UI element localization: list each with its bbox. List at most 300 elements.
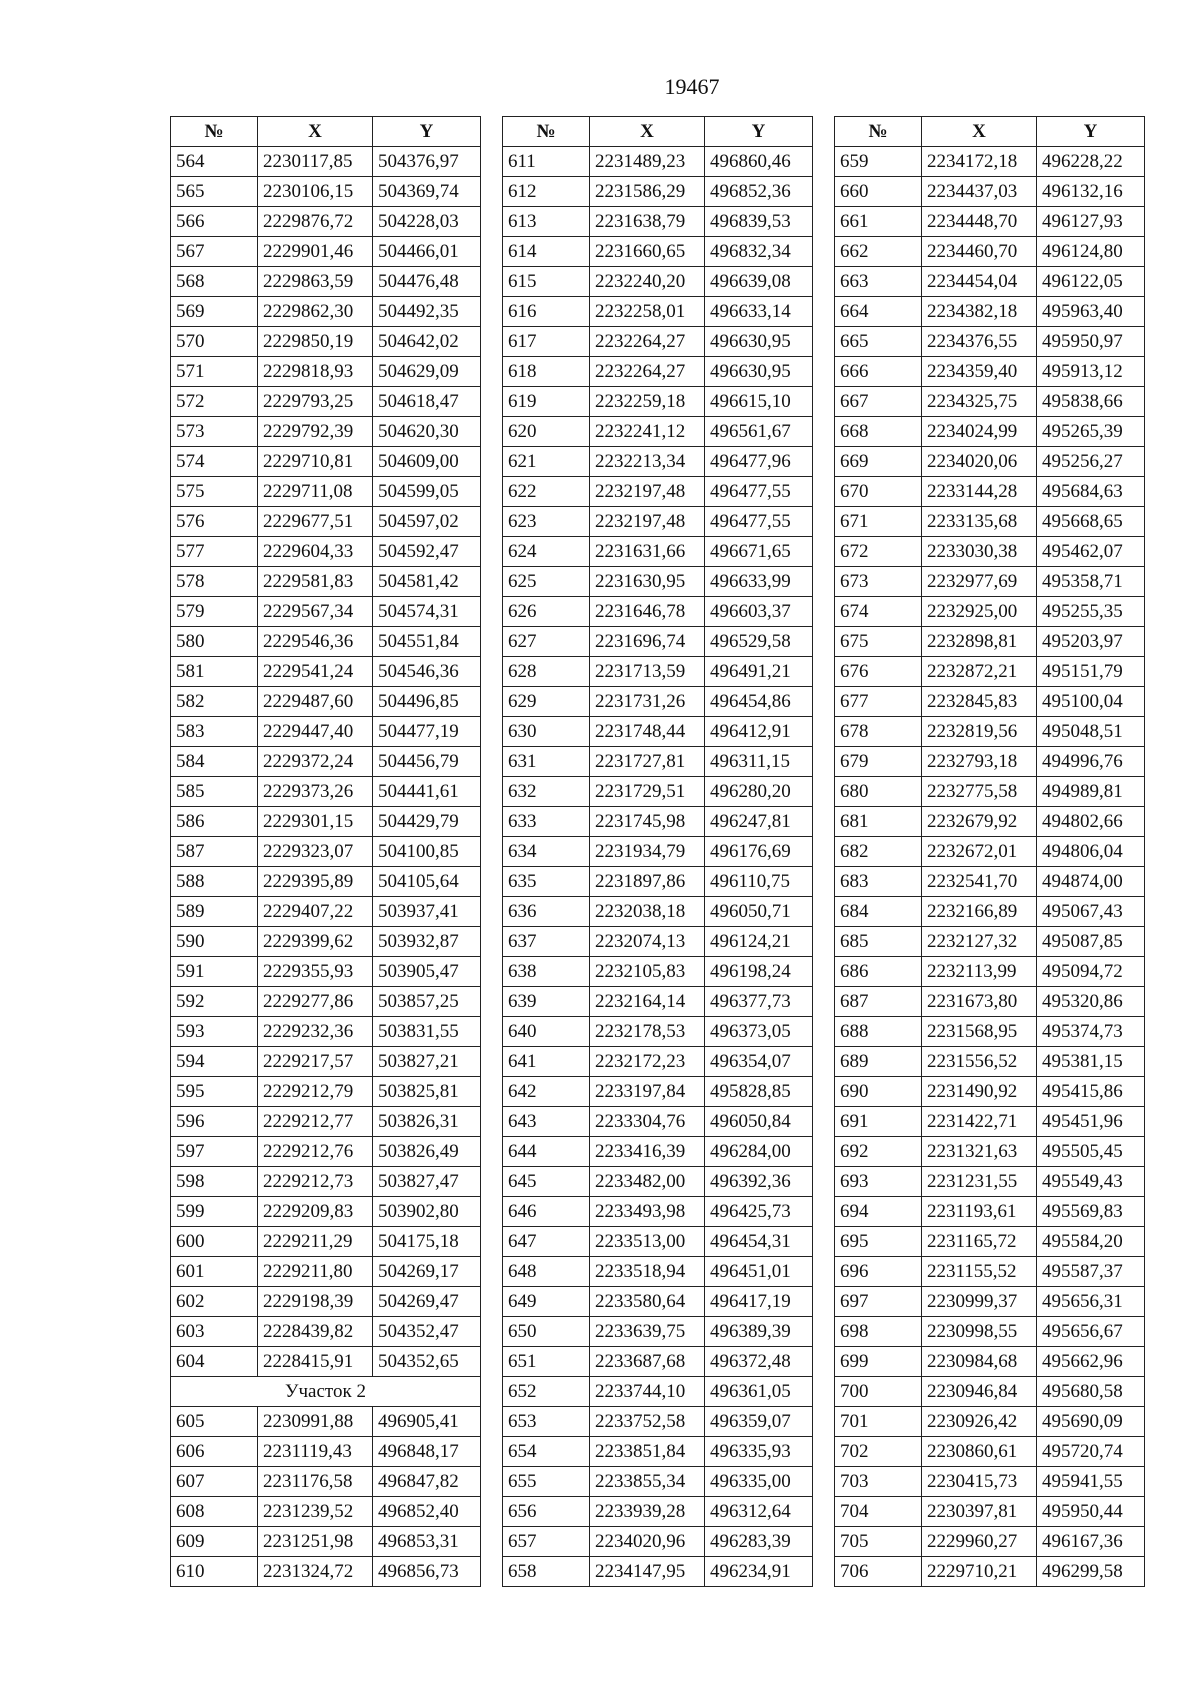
table-row [503, 387, 813, 417]
y-coordinate-cell: 496234,91 [705, 1557, 813, 1587]
point-number-cell: 664 [835, 297, 922, 327]
x-coordinate-cell: 2231748,44 [590, 717, 705, 747]
x-coordinate-cell: 2229581,83 [258, 567, 373, 597]
table-row [503, 627, 813, 657]
y-coordinate-cell: 495720,74 [1037, 1437, 1145, 1467]
table-row [503, 747, 813, 777]
y-coordinate-cell: 496372,48 [705, 1347, 813, 1377]
point-number-cell: 614 [503, 237, 590, 267]
point-number-cell: 565 [171, 177, 258, 207]
table-row [503, 837, 813, 867]
x-coordinate-cell: 2232977,69 [922, 567, 1037, 597]
x-coordinate-cell: 2233144,28 [922, 477, 1037, 507]
y-coordinate-cell: 504175,18 [373, 1227, 481, 1257]
x-coordinate-cell: 2230999,37 [922, 1287, 1037, 1317]
point-number-cell: 668 [835, 417, 922, 447]
x-coordinate-cell: 2230998,55 [922, 1317, 1037, 1347]
table-row [171, 1167, 481, 1197]
x-coordinate-cell: 2234437,03 [922, 177, 1037, 207]
x-coordinate-cell: 2232872,21 [922, 657, 1037, 687]
x-coordinate-cell: 2230946,84 [922, 1377, 1037, 1407]
table-row [835, 747, 1145, 777]
table-row [503, 777, 813, 807]
x-coordinate-cell: 2233197,84 [590, 1077, 705, 1107]
table-row [503, 717, 813, 747]
table-row [503, 567, 813, 597]
point-number-cell: 577 [171, 537, 258, 567]
point-number-cell: 618 [503, 357, 590, 387]
x-coordinate-cell: 2229277,86 [258, 987, 373, 1017]
point-number-cell: 686 [835, 957, 922, 987]
y-coordinate-cell: 495950,44 [1037, 1497, 1145, 1527]
x-coordinate-cell: 2231490,92 [922, 1077, 1037, 1107]
point-number-cell: 626 [503, 597, 590, 627]
table-row [171, 1407, 481, 1437]
coordinates-table-1 [170, 116, 481, 1587]
y-coordinate-cell: 494996,76 [1037, 747, 1145, 777]
y-coordinate-cell: 504574,31 [373, 597, 481, 627]
table-row [835, 627, 1145, 657]
x-coordinate-cell: 2232074,13 [590, 927, 705, 957]
table-row [171, 1227, 481, 1257]
x-coordinate-cell: 2229711,08 [258, 477, 373, 507]
point-number-cell: 700 [835, 1377, 922, 1407]
x-coordinate-cell: 2229901,46 [258, 237, 373, 267]
table-row [835, 807, 1145, 837]
table-row [171, 687, 481, 717]
point-number-cell: 597 [171, 1137, 258, 1167]
y-coordinate-cell: 504599,05 [373, 477, 481, 507]
point-number-cell: 702 [835, 1437, 922, 1467]
point-number-cell: 608 [171, 1497, 258, 1527]
x-coordinate-cell: 2231321,63 [922, 1137, 1037, 1167]
point-number-cell: 574 [171, 447, 258, 477]
y-coordinate-cell: 496050,84 [705, 1107, 813, 1137]
point-number-cell: 649 [503, 1287, 590, 1317]
point-number-cell: 676 [835, 657, 922, 687]
y-coordinate-cell: 504376,97 [373, 147, 481, 177]
table-row [503, 297, 813, 327]
point-number-cell: 661 [835, 207, 922, 237]
x-coordinate-cell: 2233030,38 [922, 537, 1037, 567]
point-number-cell: 691 [835, 1107, 922, 1137]
table-row [171, 447, 481, 477]
x-coordinate-cell: 2229818,93 [258, 357, 373, 387]
y-coordinate-cell: 495094,72 [1037, 957, 1145, 987]
y-coordinate-cell: 503827,47 [373, 1167, 481, 1197]
table-row [171, 957, 481, 987]
x-coordinate-cell: 2233744,10 [590, 1377, 705, 1407]
x-coordinate-cell: 2233687,68 [590, 1347, 705, 1377]
y-coordinate-cell: 495680,58 [1037, 1377, 1145, 1407]
table-row [171, 1017, 481, 1047]
point-number-cell: 569 [171, 297, 258, 327]
x-coordinate-cell: 2229301,15 [258, 807, 373, 837]
x-coordinate-cell: 2231155,52 [922, 1257, 1037, 1287]
y-coordinate-cell: 496176,69 [705, 837, 813, 867]
x-coordinate-cell: 2233518,94 [590, 1257, 705, 1287]
y-coordinate-cell: 504581,42 [373, 567, 481, 597]
y-coordinate-cell: 495100,04 [1037, 687, 1145, 717]
x-coordinate-cell: 2233580,64 [590, 1287, 705, 1317]
y-coordinate-cell: 496284,00 [705, 1137, 813, 1167]
y-coordinate-cell: 496615,10 [705, 387, 813, 417]
point-number-cell: 634 [503, 837, 590, 867]
x-coordinate-cell: 2230991,88 [258, 1407, 373, 1437]
table-row [503, 1497, 813, 1527]
point-number-cell: 566 [171, 207, 258, 237]
y-coordinate-cell: 496312,64 [705, 1497, 813, 1527]
y-coordinate-cell: 504629,09 [373, 357, 481, 387]
y-coordinate-cell: 504618,47 [373, 387, 481, 417]
table-row [171, 1047, 481, 1077]
x-coordinate-cell: 2233855,34 [590, 1467, 705, 1497]
table-row [503, 207, 813, 237]
y-coordinate-cell: 496392,36 [705, 1167, 813, 1197]
point-number-cell: 576 [171, 507, 258, 537]
table-row [835, 1497, 1145, 1527]
point-number-cell: 693 [835, 1167, 922, 1197]
x-coordinate-cell: 2232775,58 [922, 777, 1037, 807]
y-coordinate-cell: 496311,15 [705, 747, 813, 777]
y-coordinate-cell: 504105,64 [373, 867, 481, 897]
point-number-cell: 681 [835, 807, 922, 837]
y-coordinate-cell: 495462,07 [1037, 537, 1145, 567]
table-header-row [503, 117, 813, 147]
x-coordinate-cell: 2229211,29 [258, 1227, 373, 1257]
point-number-cell: 682 [835, 837, 922, 867]
y-coordinate-cell: 504466,01 [373, 237, 481, 267]
x-coordinate-cell: 2229710,81 [258, 447, 373, 477]
point-number-cell: 567 [171, 237, 258, 267]
point-number-cell: 658 [503, 1557, 590, 1587]
y-coordinate-cell: 496852,40 [373, 1497, 481, 1527]
column-header-x: X [590, 117, 705, 147]
table-row [171, 507, 481, 537]
table-row [171, 1077, 481, 1107]
table-row [503, 687, 813, 717]
point-number-cell: 641 [503, 1047, 590, 1077]
x-coordinate-cell: 2229212,79 [258, 1077, 373, 1107]
y-coordinate-cell: 496848,17 [373, 1437, 481, 1467]
point-number-cell: 617 [503, 327, 590, 357]
column-header-y: Y [373, 117, 481, 147]
x-coordinate-cell: 2229373,26 [258, 777, 373, 807]
y-coordinate-cell: 496633,14 [705, 297, 813, 327]
y-coordinate-cell: 496335,93 [705, 1437, 813, 1467]
x-coordinate-cell: 2234448,70 [922, 207, 1037, 237]
x-coordinate-cell: 2232925,00 [922, 597, 1037, 627]
y-coordinate-cell: 495255,35 [1037, 597, 1145, 627]
x-coordinate-cell: 2234382,18 [922, 297, 1037, 327]
point-number-cell: 640 [503, 1017, 590, 1047]
x-coordinate-cell: 2232819,56 [922, 717, 1037, 747]
x-coordinate-cell: 2228415,91 [258, 1347, 373, 1377]
point-number-cell: 585 [171, 777, 258, 807]
y-coordinate-cell: 495256,27 [1037, 447, 1145, 477]
point-number-cell: 611 [503, 147, 590, 177]
y-coordinate-cell: 494989,81 [1037, 777, 1145, 807]
table-row [503, 1167, 813, 1197]
y-coordinate-cell: 495913,12 [1037, 357, 1145, 387]
y-coordinate-cell: 495656,67 [1037, 1317, 1145, 1347]
point-number-cell: 660 [835, 177, 922, 207]
x-coordinate-cell: 2231729,51 [590, 777, 705, 807]
table-row [835, 267, 1145, 297]
table-row [171, 627, 481, 657]
point-number-cell: 694 [835, 1197, 922, 1227]
table-row [503, 447, 813, 477]
y-coordinate-cell: 496132,16 [1037, 177, 1145, 207]
y-coordinate-cell: 495569,83 [1037, 1197, 1145, 1227]
x-coordinate-cell: 2229876,72 [258, 207, 373, 237]
x-coordinate-cell: 2234147,95 [590, 1557, 705, 1587]
y-coordinate-cell: 496228,22 [1037, 147, 1145, 177]
table-row [835, 717, 1145, 747]
table-row [503, 327, 813, 357]
table-row [835, 1317, 1145, 1347]
x-coordinate-cell: 2229198,39 [258, 1287, 373, 1317]
coordinates-table-3 [834, 116, 1145, 1587]
y-coordinate-cell: 495941,55 [1037, 1467, 1145, 1497]
point-number-cell: 583 [171, 717, 258, 747]
table-row [171, 177, 481, 207]
table-row [835, 357, 1145, 387]
table-row [503, 147, 813, 177]
point-number-cell: 601 [171, 1257, 258, 1287]
point-number-cell: 690 [835, 1077, 922, 1107]
point-number-cell: 588 [171, 867, 258, 897]
y-coordinate-cell: 495087,85 [1037, 927, 1145, 957]
y-coordinate-cell: 496280,20 [705, 777, 813, 807]
point-number-cell: 705 [835, 1527, 922, 1557]
y-coordinate-cell: 496124,21 [705, 927, 813, 957]
y-coordinate-cell: 504441,61 [373, 777, 481, 807]
table-row [503, 507, 813, 537]
point-number-cell: 636 [503, 897, 590, 927]
x-coordinate-cell: 2229212,73 [258, 1167, 373, 1197]
x-coordinate-cell: 2230926,42 [922, 1407, 1037, 1437]
table-row [171, 1107, 481, 1137]
table-row [503, 1047, 813, 1077]
x-coordinate-cell: 2232166,89 [922, 897, 1037, 927]
table-row [835, 1197, 1145, 1227]
point-number-cell: 677 [835, 687, 922, 717]
table-row [503, 537, 813, 567]
table-row [835, 447, 1145, 477]
x-coordinate-cell: 2229487,60 [258, 687, 373, 717]
x-coordinate-cell: 2231745,98 [590, 807, 705, 837]
table-row [171, 837, 481, 867]
x-coordinate-cell: 2229372,24 [258, 747, 373, 777]
x-coordinate-cell: 2233752,58 [590, 1407, 705, 1437]
point-number-cell: 624 [503, 537, 590, 567]
x-coordinate-cell: 2229212,76 [258, 1137, 373, 1167]
table-row [503, 1257, 813, 1287]
table-row [835, 1557, 1145, 1587]
x-coordinate-cell: 2234376,55 [922, 327, 1037, 357]
point-number-cell: 679 [835, 747, 922, 777]
y-coordinate-cell: 496354,07 [705, 1047, 813, 1077]
x-coordinate-cell: 2230117,85 [258, 147, 373, 177]
y-coordinate-cell: 495451,96 [1037, 1107, 1145, 1137]
x-coordinate-cell: 2232845,83 [922, 687, 1037, 717]
table-row [503, 177, 813, 207]
table-row [835, 1437, 1145, 1467]
x-coordinate-cell: 2234020,96 [590, 1527, 705, 1557]
y-coordinate-cell: 496630,95 [705, 327, 813, 357]
y-coordinate-cell: 496603,37 [705, 597, 813, 627]
point-number-cell: 628 [503, 657, 590, 687]
point-number-cell: 604 [171, 1347, 258, 1377]
table-row [171, 867, 481, 897]
y-coordinate-cell: 496839,53 [705, 207, 813, 237]
point-number-cell: 669 [835, 447, 922, 477]
y-coordinate-cell: 496905,41 [373, 1407, 481, 1437]
point-number-cell: 678 [835, 717, 922, 747]
y-coordinate-cell: 495151,79 [1037, 657, 1145, 687]
table-row [835, 777, 1145, 807]
x-coordinate-cell: 2229399,62 [258, 927, 373, 957]
x-coordinate-cell: 2232679,92 [922, 807, 1037, 837]
table-row [835, 837, 1145, 867]
table-row [503, 1527, 813, 1557]
x-coordinate-cell: 2232264,27 [590, 327, 705, 357]
point-number-cell: 594 [171, 1047, 258, 1077]
y-coordinate-cell: 494874,00 [1037, 867, 1145, 897]
table-row [503, 1467, 813, 1497]
y-coordinate-cell: 495320,86 [1037, 987, 1145, 1017]
y-coordinate-cell: 494802,66 [1037, 807, 1145, 837]
y-coordinate-cell: 504100,85 [373, 837, 481, 867]
table-row [171, 1437, 481, 1467]
table-row [171, 147, 481, 177]
section-label: Участок 2 [171, 1377, 481, 1407]
point-number-cell: 663 [835, 267, 922, 297]
table-row [835, 1467, 1145, 1497]
table-row [503, 1287, 813, 1317]
y-coordinate-cell: 495265,39 [1037, 417, 1145, 447]
x-coordinate-cell: 2233135,68 [922, 507, 1037, 537]
y-coordinate-cell: 503937,41 [373, 897, 481, 927]
x-coordinate-cell: 2229323,07 [258, 837, 373, 867]
point-number-cell: 599 [171, 1197, 258, 1227]
column-header-x: X [922, 117, 1037, 147]
table-row [171, 237, 481, 267]
y-coordinate-cell: 495505,45 [1037, 1137, 1145, 1167]
y-coordinate-cell: 504369,74 [373, 177, 481, 207]
point-number-cell: 632 [503, 777, 590, 807]
y-coordinate-cell: 495662,96 [1037, 1347, 1145, 1377]
table-row [171, 1287, 481, 1317]
x-coordinate-cell: 2232197,48 [590, 477, 705, 507]
x-coordinate-cell: 2231696,74 [590, 627, 705, 657]
x-coordinate-cell: 2229710,21 [922, 1557, 1037, 1587]
y-coordinate-cell: 496633,99 [705, 567, 813, 597]
x-coordinate-cell: 2229793,25 [258, 387, 373, 417]
y-coordinate-cell: 504456,79 [373, 747, 481, 777]
x-coordinate-cell: 2231727,81 [590, 747, 705, 777]
y-coordinate-cell: 496283,39 [705, 1527, 813, 1557]
point-number-cell: 687 [835, 987, 922, 1017]
y-coordinate-cell: 503825,81 [373, 1077, 481, 1107]
table-row [171, 657, 481, 687]
table-row [171, 1257, 481, 1287]
table-row [835, 927, 1145, 957]
table-row [171, 987, 481, 1017]
table-row [503, 987, 813, 1017]
table-row [171, 747, 481, 777]
y-coordinate-cell: 496299,58 [1037, 1557, 1145, 1587]
table-row [171, 207, 481, 237]
y-coordinate-cell: 496167,36 [1037, 1527, 1145, 1557]
x-coordinate-cell: 2231231,55 [922, 1167, 1037, 1197]
table-row [835, 1407, 1145, 1437]
y-coordinate-cell: 503857,25 [373, 987, 481, 1017]
page-number: 19467 [664, 74, 720, 99]
column-header-number: № [503, 117, 590, 147]
point-number-cell: 584 [171, 747, 258, 777]
x-coordinate-cell: 2234020,06 [922, 447, 1037, 477]
y-coordinate-cell: 495828,85 [705, 1077, 813, 1107]
y-coordinate-cell: 495203,97 [1037, 627, 1145, 657]
point-number-cell: 592 [171, 987, 258, 1017]
coordinates-table-2 [502, 116, 813, 1587]
point-number-cell: 696 [835, 1257, 922, 1287]
table-row [171, 1467, 481, 1497]
table-row [171, 1557, 481, 1587]
y-coordinate-cell: 495549,43 [1037, 1167, 1145, 1197]
table-row [171, 897, 481, 927]
x-coordinate-cell: 2231568,95 [922, 1017, 1037, 1047]
x-coordinate-cell: 2232178,53 [590, 1017, 705, 1047]
x-coordinate-cell: 2234172,18 [922, 147, 1037, 177]
y-coordinate-cell: 496671,65 [705, 537, 813, 567]
column-header-y: Y [705, 117, 813, 147]
table-row [835, 1287, 1145, 1317]
x-coordinate-cell: 2234454,04 [922, 267, 1037, 297]
x-coordinate-cell: 2231119,43 [258, 1437, 373, 1467]
point-number-cell: 568 [171, 267, 258, 297]
y-coordinate-cell: 496477,96 [705, 447, 813, 477]
y-coordinate-cell: 496050,71 [705, 897, 813, 927]
point-number-cell: 622 [503, 477, 590, 507]
point-number-cell: 637 [503, 927, 590, 957]
point-number-cell: 582 [171, 687, 258, 717]
y-coordinate-cell: 504597,02 [373, 507, 481, 537]
x-coordinate-cell: 2231673,80 [922, 987, 1037, 1017]
point-number-cell: 580 [171, 627, 258, 657]
y-coordinate-cell: 496247,81 [705, 807, 813, 837]
x-coordinate-cell: 2229541,24 [258, 657, 373, 687]
x-coordinate-cell: 2232241,12 [590, 417, 705, 447]
x-coordinate-cell: 2229862,30 [258, 297, 373, 327]
point-number-cell: 657 [503, 1527, 590, 1557]
x-coordinate-cell: 2234325,75 [922, 387, 1037, 417]
table-row [171, 327, 481, 357]
x-coordinate-cell: 2231630,95 [590, 567, 705, 597]
point-number-cell: 685 [835, 927, 922, 957]
table-row [503, 1317, 813, 1347]
table-row [503, 957, 813, 987]
table-row [171, 417, 481, 447]
point-number-cell: 631 [503, 747, 590, 777]
table-row [171, 597, 481, 627]
x-coordinate-cell: 2233513,00 [590, 1227, 705, 1257]
column-header-x: X [258, 117, 373, 147]
point-number-cell: 625 [503, 567, 590, 597]
table-row [503, 927, 813, 957]
